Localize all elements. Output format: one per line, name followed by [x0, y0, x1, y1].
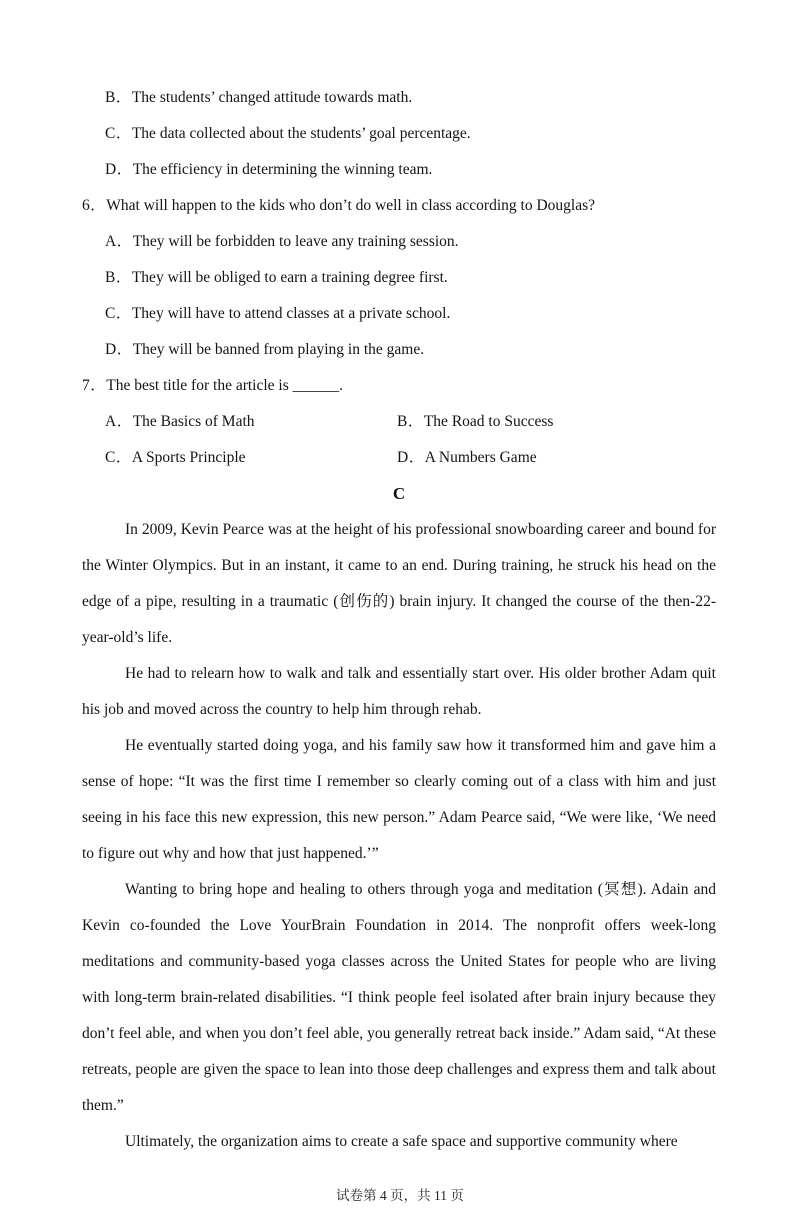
question-number: 6． — [82, 197, 107, 214]
option-letter: B． — [397, 413, 424, 430]
option-text: They will be forbidden to leave any training session. — [132, 233, 459, 250]
question-6 — [82, 188, 716, 368]
option-6c — [105, 296, 716, 332]
option-letter: B． — [105, 89, 132, 106]
option-5c — [105, 116, 716, 152]
reading-passage — [82, 512, 716, 1160]
option-text: A Numbers Game — [424, 449, 537, 466]
question-7 — [82, 368, 716, 476]
option-text: They will be banned from playing in the game. — [132, 341, 425, 358]
passage-paragraph-1: In 2009, Kevin Pearce was at the height of his professional snowboarding career and bound for the Winter Olympics. But in an instant, it came to an end. During training, he struck his head on the edge of a pipe, resulting in a traumatic (创伤的) brain injury. It changed the course of the then-22-year-old’s life. — [82, 521, 716, 646]
question-5-options — [105, 80, 716, 188]
option-7c — [105, 440, 397, 476]
option-letter: C． — [105, 305, 132, 322]
option-text: A Sports Principle — [131, 449, 246, 466]
option-letter: D． — [105, 341, 133, 358]
section-c-header: C — [392, 484, 406, 503]
option-text: The Road to Success — [423, 413, 554, 430]
option-7a — [105, 404, 397, 440]
option-7b — [397, 404, 716, 440]
option-letter: A． — [105, 413, 133, 430]
option-letter: B． — [105, 269, 132, 286]
option-text: They will have to attend classes at a private school. — [131, 305, 451, 322]
question-7-options — [105, 404, 716, 476]
option-5b — [105, 80, 716, 116]
option-text: They will be obliged to earn a training degree first. — [131, 269, 448, 286]
option-6a — [105, 224, 716, 260]
passage-paragraph-3: He eventually started doing yoga, and his family saw how it transformed him and gave him a sense of hope: “It was the first time I remember so clearly coming out of a class with him and just seeing in his face this new expression, this new person.” Adam Pearce said, “We were like, ‘We need to figure out why and how that just happened.’” — [82, 737, 716, 862]
option-7d — [397, 440, 716, 476]
option-text: The data collected about the students’ goal percentage. — [131, 125, 471, 142]
option-letter: A． — [105, 233, 133, 250]
page-footer: 试卷第 4 页，共 11 页 — [336, 1188, 464, 1203]
option-letter: D． — [105, 161, 133, 178]
page-content — [82, 80, 716, 1160]
question-text: What will happen to the kids who don’t do well in class according to Douglas? — [106, 197, 595, 214]
question-text: The best title for the article is ______. — [106, 377, 344, 394]
option-letter: C． — [105, 125, 132, 142]
option-letter: C． — [105, 449, 132, 466]
option-6d — [105, 332, 716, 368]
question-6-stem — [82, 188, 716, 224]
question-6-options — [105, 224, 716, 368]
passage-paragraph-4: Wanting to bring hope and healing to others through yoga and meditation (冥想). Adain and Kevin co-founded the Love YourBrain Foundation in 2014. The nonprofit offers week-long meditations and community-based yoga classes across the United States for people who are living with long-term brain-related disabilities. “I think people feel isolated after brain injury because they don’t feel able, and when you don’t feel able, you generally retreat back inside.” Adam said, “At these retreats, people are given the space to lean into those deep challenges and express them and talk about them.” — [82, 881, 716, 1114]
question-number: 7． — [82, 377, 107, 394]
option-letter: D． — [397, 449, 425, 466]
passage-paragraph-5: Ultimately, the organization aims to create a safe space and supportive community where — [125, 1133, 678, 1150]
question-7-stem — [82, 368, 716, 404]
passage-paragraph-2: He had to relearn how to walk and talk and essentially start over. His older brother Adam quit his job and moved across the country to help him through rehab. — [82, 665, 716, 718]
option-6b — [105, 260, 716, 296]
option-5d — [105, 152, 716, 188]
option-text: The Basics of Math — [132, 413, 255, 430]
option-text: The efficiency in determining the winning team. — [132, 161, 433, 178]
option-text: The students’ changed attitude towards math. — [131, 89, 413, 106]
